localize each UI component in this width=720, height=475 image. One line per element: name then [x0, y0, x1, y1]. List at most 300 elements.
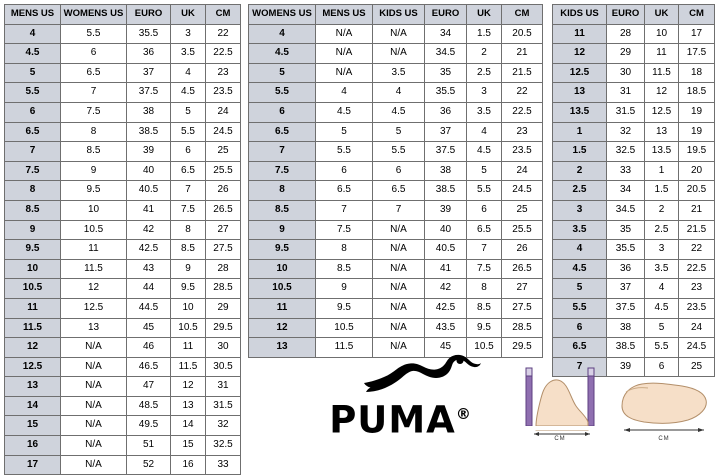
- size-cell: 38: [127, 102, 171, 122]
- size-cell: 22: [206, 24, 241, 44]
- size-cell: 31.5: [607, 102, 645, 122]
- size-cell: 22: [502, 83, 543, 103]
- size-cell: 5: [467, 161, 502, 181]
- size-cell: 30: [607, 63, 645, 83]
- size-row-label: 3: [553, 200, 607, 220]
- size-row-label: 11: [553, 24, 607, 44]
- size-cell: N/A: [373, 220, 425, 240]
- size-cell: 20.5: [679, 181, 715, 201]
- size-row-label: 7.5: [5, 161, 61, 181]
- size-row-label: 11: [5, 298, 61, 318]
- size-cell: 26: [206, 181, 241, 201]
- size-cell: 12: [61, 279, 127, 299]
- size-cell: N/A: [316, 24, 373, 44]
- size-cell: 11: [171, 338, 206, 358]
- size-cell: 19: [679, 122, 715, 142]
- table-row: [249, 63, 543, 83]
- size-cell: 3.5: [373, 63, 425, 83]
- size-cell: 25.5: [206, 161, 241, 181]
- size-cell: 33: [206, 455, 241, 475]
- size-row-label: 6: [5, 102, 61, 122]
- table-row: [553, 102, 715, 122]
- column-header: UK: [171, 5, 206, 25]
- size-cell: 32: [206, 416, 241, 436]
- size-cell: 2.5: [467, 63, 502, 83]
- size-cell: 34.5: [607, 200, 645, 220]
- size-cell: 23.5: [502, 142, 543, 162]
- table-row: [5, 455, 241, 475]
- size-cell: 38: [607, 318, 645, 338]
- kids-size-chart: [552, 4, 715, 377]
- size-cell: 6.5: [373, 181, 425, 201]
- size-cell: 29: [607, 44, 645, 64]
- size-cell: 22.5: [679, 259, 715, 279]
- size-cell: N/A: [316, 44, 373, 64]
- size-cell: N/A: [61, 377, 127, 397]
- size-cell: 10.5: [171, 318, 206, 338]
- size-cell: 36: [607, 259, 645, 279]
- size-cell: 2: [467, 44, 502, 64]
- size-cell: 4.5: [645, 298, 679, 318]
- table-row: [5, 298, 241, 318]
- size-row-label: 2: [553, 161, 607, 181]
- size-row-label: 6.5: [5, 122, 61, 142]
- table-row: [249, 44, 543, 64]
- size-cell: 33: [607, 161, 645, 181]
- size-row-label: 12: [553, 44, 607, 64]
- size-cell: 43.5: [425, 318, 467, 338]
- size-cell: 10: [171, 298, 206, 318]
- puma-logo: [300, 352, 500, 442]
- table-row: [553, 279, 715, 299]
- size-cell: 1.5: [645, 181, 679, 201]
- size-cell: 44.5: [127, 298, 171, 318]
- size-cell: 10.5: [316, 318, 373, 338]
- size-cell: 11.5: [61, 259, 127, 279]
- size-cell: 25: [679, 357, 715, 377]
- registered-trademark-symbol: ®: [455, 405, 471, 423]
- size-cell: N/A: [61, 338, 127, 358]
- size-cell: 24.5: [502, 181, 543, 201]
- size-row-label: 13: [249, 338, 316, 358]
- size-cell: 7: [61, 83, 127, 103]
- size-cell: 4: [645, 279, 679, 299]
- size-cell: 29: [206, 298, 241, 318]
- size-cell: 5.5: [467, 181, 502, 201]
- size-cell: 21: [679, 200, 715, 220]
- size-cell: 3.5: [467, 102, 502, 122]
- size-row-label: 3.5: [553, 220, 607, 240]
- size-cell: 40: [425, 220, 467, 240]
- size-cell: 4.5: [171, 83, 206, 103]
- table-header-row: [553, 5, 715, 25]
- table-row: [553, 181, 715, 201]
- size-cell: 6.5: [467, 220, 502, 240]
- size-cell: 13: [645, 122, 679, 142]
- table-row: [249, 200, 543, 220]
- size-cell: 3.5: [171, 44, 206, 64]
- puma-wordmark-text: PUMA: [329, 398, 456, 442]
- table-row: [553, 63, 715, 83]
- size-cell: 23: [679, 279, 715, 299]
- size-cell: 13.5: [645, 142, 679, 162]
- size-cell: 47: [127, 377, 171, 397]
- table-row: [553, 83, 715, 103]
- size-cell: 37: [425, 122, 467, 142]
- size-cell: 9.5: [316, 298, 373, 318]
- size-cell: 42.5: [127, 240, 171, 260]
- table-row: [249, 142, 543, 162]
- table-row: [553, 200, 715, 220]
- table-row: [5, 318, 241, 338]
- size-cell: 24.5: [679, 338, 715, 358]
- size-row-label: 7: [5, 142, 61, 162]
- table-row: [5, 83, 241, 103]
- size-cell: 3: [467, 83, 502, 103]
- size-cell: 49.5: [127, 416, 171, 436]
- size-row-label: 9.5: [249, 240, 316, 260]
- size-cell: 10: [645, 24, 679, 44]
- size-cell: 7.5: [467, 259, 502, 279]
- table-row: [249, 279, 543, 299]
- size-cell: 6: [467, 200, 502, 220]
- size-cell: 6.5: [61, 63, 127, 83]
- size-cell: 37.5: [425, 142, 467, 162]
- size-cell: 7.5: [171, 200, 206, 220]
- size-cell: 34: [607, 181, 645, 201]
- size-row-label: 5.5: [5, 83, 61, 103]
- size-cell: 25: [502, 200, 543, 220]
- mens-size-chart: [4, 4, 241, 475]
- size-row-label: 14: [5, 396, 61, 416]
- size-cell: 1.5: [467, 24, 502, 44]
- size-cell: 3: [171, 24, 206, 44]
- size-cell: 18: [679, 63, 715, 83]
- size-cell: 5: [171, 102, 206, 122]
- size-cell: 22.5: [206, 44, 241, 64]
- table-row: [5, 181, 241, 201]
- size-cell: 6: [61, 44, 127, 64]
- size-cell: 35: [607, 220, 645, 240]
- size-cell: 4.5: [316, 102, 373, 122]
- table-row: [249, 298, 543, 318]
- column-header: CM: [679, 5, 715, 25]
- size-cell: 6: [171, 142, 206, 162]
- foot-outline-measure-icon: [616, 366, 712, 440]
- size-cell: 18.5: [679, 83, 715, 103]
- womens-size-chart: [248, 4, 543, 358]
- size-cell: 13: [61, 318, 127, 338]
- size-cell: 39: [425, 200, 467, 220]
- size-cell: 9: [316, 279, 373, 299]
- column-header: UK: [467, 5, 502, 25]
- size-cell: 46: [127, 338, 171, 358]
- table-row: [249, 83, 543, 103]
- size-cell: 11: [61, 240, 127, 260]
- size-cell: 8.5: [61, 142, 127, 162]
- size-cell: 35.5: [607, 240, 645, 260]
- size-row-label: 15: [5, 416, 61, 436]
- size-cell: 27.5: [206, 240, 241, 260]
- size-row-label: 4: [249, 24, 316, 44]
- size-cell: 17: [679, 24, 715, 44]
- size-cell: 19.5: [679, 142, 715, 162]
- size-row-label: 1.5: [553, 142, 607, 162]
- size-cell: N/A: [373, 44, 425, 64]
- size-cell: 38.5: [425, 181, 467, 201]
- size-cell: 10.5: [467, 338, 502, 358]
- size-cell: 25.5: [502, 220, 543, 240]
- size-cell: 30: [206, 338, 241, 358]
- size-cell: 34: [425, 24, 467, 44]
- size-cell: 32: [607, 122, 645, 142]
- column-header: KIDS US: [553, 5, 607, 25]
- size-cell: 52: [127, 455, 171, 475]
- size-cell: 24: [502, 161, 543, 181]
- size-cell: 6: [316, 161, 373, 181]
- size-row-label: 17: [5, 455, 61, 475]
- size-cell: 35.5: [425, 83, 467, 103]
- size-row-label: 13: [5, 377, 61, 397]
- size-cell: 45: [127, 318, 171, 338]
- column-header: CM: [502, 5, 543, 25]
- size-cell: 37.5: [127, 83, 171, 103]
- size-cell: 39: [127, 142, 171, 162]
- size-row-label: 10.5: [249, 279, 316, 299]
- size-cell: 11.5: [316, 338, 373, 358]
- size-cell: 9: [171, 259, 206, 279]
- size-cell: 42: [127, 220, 171, 240]
- size-row-label: 4.5: [5, 44, 61, 64]
- size-cell: N/A: [316, 63, 373, 83]
- size-cell: 19: [679, 102, 715, 122]
- size-cell: 4: [171, 63, 206, 83]
- size-row-label: 6: [553, 318, 607, 338]
- size-cell: 7.5: [316, 220, 373, 240]
- size-cell: 22.5: [502, 102, 543, 122]
- size-row-label: 12: [5, 338, 61, 358]
- size-cell: 4.5: [373, 102, 425, 122]
- foot-length-measure-icon: [512, 366, 608, 440]
- table-row: [249, 220, 543, 240]
- size-row-label: 1: [553, 122, 607, 142]
- table-row: [553, 44, 715, 64]
- table-row: [553, 318, 715, 338]
- size-cell: 51: [127, 436, 171, 456]
- size-row-label: 12.5: [553, 63, 607, 83]
- size-cell: N/A: [373, 259, 425, 279]
- size-cell: 12: [171, 377, 206, 397]
- size-cell: 27: [206, 220, 241, 240]
- size-cell: 21.5: [502, 63, 543, 83]
- table-row: [553, 240, 715, 260]
- size-cell: 23: [502, 122, 543, 142]
- table-row: [5, 377, 241, 397]
- size-cell: 5.5: [171, 122, 206, 142]
- size-row-label: 6: [249, 102, 316, 122]
- column-header: EURO: [127, 5, 171, 25]
- size-cell: 4: [316, 83, 373, 103]
- size-cell: 40.5: [127, 181, 171, 201]
- size-cell: 23.5: [679, 298, 715, 318]
- size-row-label: 9: [5, 220, 61, 240]
- size-cell: 14: [171, 416, 206, 436]
- size-cell: 12.5: [61, 298, 127, 318]
- table-row: [5, 63, 241, 83]
- size-cell: 6: [645, 357, 679, 377]
- size-cell: 6.5: [171, 161, 206, 181]
- size-cell: 28.5: [206, 279, 241, 299]
- size-cell: 9.5: [171, 279, 206, 299]
- size-cell: 34.5: [425, 44, 467, 64]
- size-cell: N/A: [373, 338, 425, 358]
- table-row: [249, 259, 543, 279]
- size-cell: N/A: [61, 436, 127, 456]
- table-row: [5, 396, 241, 416]
- table-row: [5, 220, 241, 240]
- size-row-label: 8.5: [5, 200, 61, 220]
- table-row: [249, 240, 543, 260]
- size-cell: N/A: [61, 455, 127, 475]
- size-cell: 9: [61, 161, 127, 181]
- table-row: [249, 181, 543, 201]
- size-row-label: 8: [5, 181, 61, 201]
- size-cell: 31: [607, 83, 645, 103]
- size-cell: 10.5: [61, 220, 127, 240]
- column-header: EURO: [425, 5, 467, 25]
- size-cell: 7: [316, 200, 373, 220]
- table-row: [553, 298, 715, 318]
- size-cell: 37: [127, 63, 171, 83]
- size-cell: 8.5: [171, 240, 206, 260]
- table-row: [5, 436, 241, 456]
- size-row-label: 9: [249, 220, 316, 240]
- size-cell: 17.5: [679, 44, 715, 64]
- size-cell: 12.5: [645, 102, 679, 122]
- column-header: CM: [206, 5, 241, 25]
- size-cell: 3.5: [645, 259, 679, 279]
- size-cell: 5: [373, 122, 425, 142]
- size-cell: 27: [502, 279, 543, 299]
- size-cell: 8: [467, 279, 502, 299]
- size-cell: 41: [425, 259, 467, 279]
- size-row-label: 10.5: [5, 279, 61, 299]
- size-cell: 4.5: [467, 142, 502, 162]
- size-row-label: 4.5: [553, 259, 607, 279]
- size-cell: 24: [679, 318, 715, 338]
- size-row-label: 13: [553, 83, 607, 103]
- size-cell: 38.5: [127, 122, 171, 142]
- size-cell: 32.5: [607, 142, 645, 162]
- size-cell: 5.5: [61, 24, 127, 44]
- size-cell: 44: [127, 279, 171, 299]
- size-cell: 38.5: [607, 338, 645, 358]
- size-row-label: 6.5: [553, 338, 607, 358]
- size-row-label: 12.5: [5, 357, 61, 377]
- size-cell: 28: [607, 24, 645, 44]
- puma-leaping-cat-icon: [362, 352, 482, 396]
- size-cell: 32.5: [206, 436, 241, 456]
- column-header: WOMENS US: [249, 5, 316, 25]
- size-row-label: 9.5: [5, 240, 61, 260]
- size-cell: 12: [645, 83, 679, 103]
- unit-label-left: CM: [554, 436, 566, 442]
- table-row: [5, 200, 241, 220]
- size-cell: 2.5: [645, 220, 679, 240]
- size-cell: 2: [645, 200, 679, 220]
- size-cell: 31: [206, 377, 241, 397]
- table-row: [249, 318, 543, 338]
- size-cell: 37: [607, 279, 645, 299]
- size-cell: 35.5: [127, 24, 171, 44]
- column-header: KIDS US: [373, 5, 425, 25]
- size-cell: 23: [206, 63, 241, 83]
- size-row-label: 7: [553, 357, 607, 377]
- table-row: [5, 338, 241, 358]
- size-cell: 45: [425, 338, 467, 358]
- size-cell: N/A: [61, 396, 127, 416]
- column-header: MENS US: [5, 5, 61, 25]
- size-row-label: 10: [249, 259, 316, 279]
- size-row-label: 6.5: [249, 122, 316, 142]
- table-row: [553, 24, 715, 44]
- size-cell: 4: [467, 122, 502, 142]
- size-cell: 5.5: [373, 142, 425, 162]
- table-row: [553, 142, 715, 162]
- table-row: [5, 122, 241, 142]
- size-cell: 25: [206, 142, 241, 162]
- size-cell: 13: [171, 396, 206, 416]
- size-cell: 22: [679, 240, 715, 260]
- column-header: MENS US: [316, 5, 373, 25]
- size-cell: 20.5: [502, 24, 543, 44]
- size-cell: 15: [171, 436, 206, 456]
- size-cell: 38: [425, 161, 467, 181]
- size-cell: 8.5: [316, 259, 373, 279]
- table-row: [5, 240, 241, 260]
- table-row: [5, 416, 241, 436]
- size-row-label: 8: [249, 181, 316, 201]
- size-cell: 40: [127, 161, 171, 181]
- size-cell: 42.5: [425, 298, 467, 318]
- column-header: WOMENS US: [61, 5, 127, 25]
- unit-label-right: CM: [658, 436, 670, 442]
- size-cell: 3: [645, 240, 679, 260]
- size-cell: 28: [206, 259, 241, 279]
- size-cell: 9.5: [61, 181, 127, 201]
- size-row-label: 16: [5, 436, 61, 456]
- size-cell: 21.5: [679, 220, 715, 240]
- size-cell: 5.5: [645, 338, 679, 358]
- table-header-row: [5, 5, 241, 25]
- column-header: EURO: [607, 5, 645, 25]
- size-cell: 11.5: [645, 63, 679, 83]
- table-row: [249, 102, 543, 122]
- size-cell: 36: [127, 44, 171, 64]
- size-cell: N/A: [373, 240, 425, 260]
- size-cell: 5: [316, 122, 373, 142]
- size-cell: 37.5: [607, 298, 645, 318]
- size-row-label: 5: [553, 279, 607, 299]
- size-cell: 16: [171, 455, 206, 475]
- size-cell: 6: [373, 161, 425, 181]
- table-row: [553, 161, 715, 181]
- table-row: [5, 24, 241, 44]
- table-row: [553, 259, 715, 279]
- size-cell: 26.5: [206, 200, 241, 220]
- size-cell: 7.5: [61, 102, 127, 122]
- size-cell: 46.5: [127, 357, 171, 377]
